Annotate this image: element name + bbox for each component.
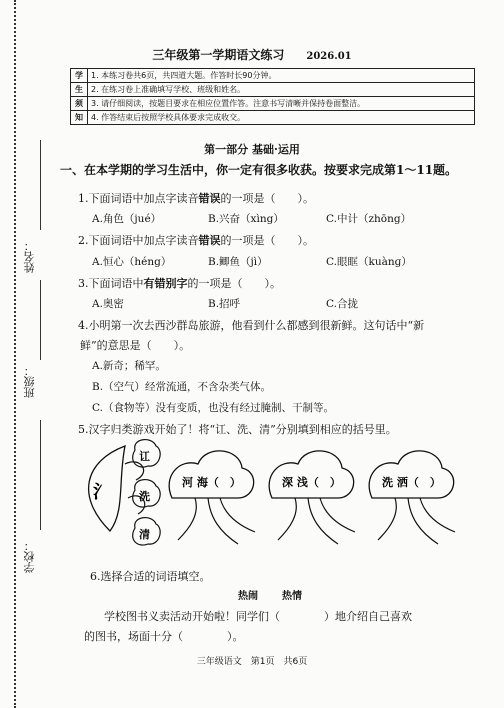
question-4-line1: 4.小明第一次去西沙群岛旅游，他看到什么都感到很新鲜。这句话中“新	[78, 319, 425, 332]
q3-option-a: A.奥密	[92, 298, 124, 310]
part-heading: 一、在本学期的学习生活中，你一定有很多收获。按要求完成第1～11题。	[60, 163, 458, 177]
notice-key: 知	[71, 111, 88, 125]
word-choice: 热闹	[238, 591, 258, 602]
notice-item: 4. 作答结束后按照学校具体要求完成收交。	[88, 111, 475, 125]
radical-label: 氵	[93, 482, 111, 503]
q4-option-c: C.（食物等）没有变质，也没有经过腌制、干制等。	[92, 402, 334, 414]
question-2	[78, 232, 314, 248]
q2-text-a: 2.下面词语中加点字读音	[78, 234, 199, 247]
class-rule	[40, 280, 41, 360]
school-rule	[40, 420, 41, 530]
q1-option-b: B.兴奋（xìng）	[208, 213, 284, 225]
q1-option-c: C.中计（zhōng）	[326, 213, 412, 225]
page-title	[0, 46, 504, 63]
question-1	[78, 190, 314, 206]
vine-icon	[125, 462, 144, 480]
notice-key: 学	[71, 69, 88, 83]
q6-sentence-line2: 的图书，场面十分（ ）。	[84, 630, 244, 643]
notice-item: 2. 在练习卷上准确填写学校、班级和姓名。	[88, 83, 475, 97]
notice-table	[70, 68, 475, 125]
question-4-line2: 鲜”的意思是（ ）。	[80, 339, 191, 352]
q2-text-c: 的一项是（ ）。	[220, 234, 314, 247]
q3-emphasis: 有错别字	[143, 277, 188, 290]
cloud-tree-3	[369, 451, 455, 544]
notice-key: 生	[71, 83, 88, 97]
word-choice: 热情	[282, 591, 302, 602]
cloud-tree-2	[269, 451, 355, 544]
notice-item: 3. 请仔细阅读，按题目要求在相应位置作答。注意书写清晰并保持卷面整洁。	[88, 97, 475, 111]
q1-emphasis: 错误	[198, 192, 221, 205]
char-label: 洗	[139, 490, 150, 503]
q6-sentence-line1: 学校图书义卖活动开始啦！同学们（ ）地介绍自己喜欢	[104, 610, 412, 623]
school-label: 学校：	[23, 540, 36, 573]
cloud-tree-1	[169, 451, 255, 544]
radical-sorting-illustration	[80, 436, 480, 556]
q2-option-b: B.鲫鱼（jì）	[208, 256, 268, 268]
q1-text-c: 的一项是（ ）。	[220, 192, 314, 205]
question-6: 6.选择合适的词语填空。	[90, 570, 211, 583]
q3-option-b: B.招呼	[208, 298, 241, 310]
exam-date: 2026.01	[306, 51, 352, 62]
q4-option-b: B.（空气）经常流通，不含杂类气体。	[92, 381, 272, 393]
class-label: 班级：	[23, 365, 36, 398]
cloud-label: 河 海（ ）	[182, 476, 241, 489]
name-label: 姓名：	[23, 240, 36, 273]
q1-option-a: A.角色（jué）	[92, 213, 162, 225]
char-label: 讧	[139, 450, 150, 463]
page-footer: 三年级语文 第1页 共6页	[196, 657, 308, 667]
section-title: 第一部分 基础·运用	[204, 143, 300, 156]
notice-key: 须	[71, 97, 88, 111]
q2-option-c: C.眼眶（kuànɡ）	[326, 256, 412, 268]
q2-option-a: A.恒心（héng）	[92, 256, 172, 268]
question-5: 5.汉字归类游戏开始了！将“讧、洗、清”分别填到相应的括号里。	[78, 423, 397, 436]
notice-item: 1. 本练习卷共6页，共四道大题。作答时长90分钟。	[88, 69, 475, 83]
q1-text-a: 1.下面词语中加点字读音	[78, 192, 199, 205]
cloud-label: 深 浅（ ）	[282, 476, 341, 489]
q3-text-c: 的一项是（ ）。	[187, 277, 281, 290]
binding-line	[14, 0, 16, 708]
cloud-label: 洗 洒（ ）	[382, 476, 441, 489]
q3-text-a: 3.下面词语中	[78, 277, 144, 290]
q4-option-a: A.新奇；稀罕。	[92, 360, 166, 372]
q3-option-c: C.合拢	[326, 298, 358, 310]
title-text: 三年级第一学期语文练习	[152, 48, 285, 62]
char-label: 清	[139, 528, 150, 541]
q2-emphasis: 错误	[198, 234, 221, 247]
question-3	[78, 275, 281, 291]
